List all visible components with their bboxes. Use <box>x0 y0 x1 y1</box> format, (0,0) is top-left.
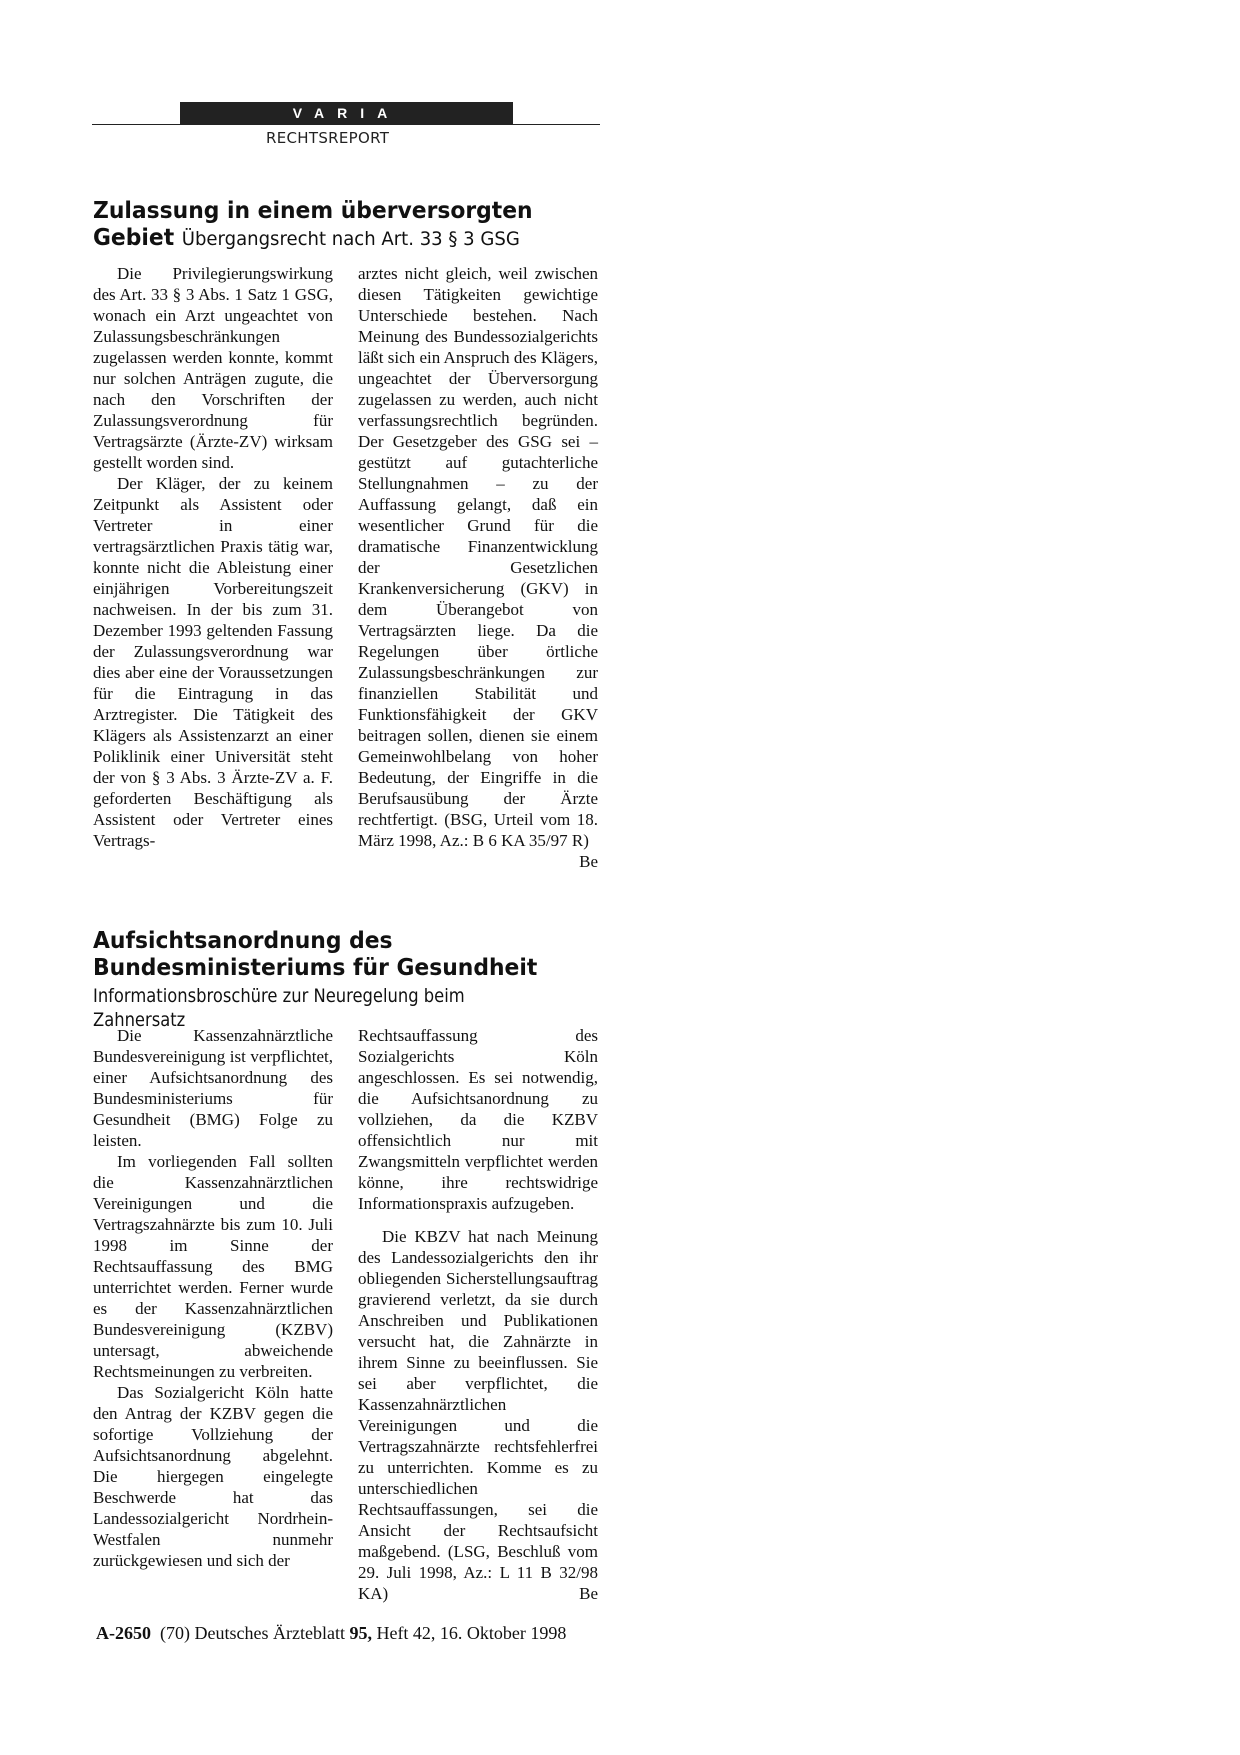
article1-title <box>93 198 578 253</box>
article1-column-left <box>93 263 333 851</box>
footer-issue-date: Heft 42, 16. Oktober 1998 <box>376 1623 567 1643</box>
article2-paragraph: Rechtsauffassung des Sozialgerichts Köln angeschlossen. Es sei notwendig, die Aufsichtsanordnung zu vollziehen, da die KZBV offensichtlich nur mit Zwangsmitteln verpflichtet werden könne, ihre rechtswidrige Informationspraxis aufzugeben. <box>358 1026 598 1213</box>
article1-subtitle: Übergangsrecht nach Art. 33 § 3 GSG <box>181 228 520 250</box>
article2-subtitle: Informationsbroschüre zur Neuregelung beim Zahnersatz <box>93 985 465 1031</box>
footer-page-code: A-2650 <box>96 1623 151 1643</box>
article1-title-line2: Gebiet <box>93 225 175 251</box>
page-footer <box>96 1623 566 1644</box>
footer-volume: 95, <box>349 1623 372 1643</box>
article2-paragraph <box>358 1226 598 1604</box>
article2-paragraph: Das Sozialgericht Köln hatte den Antrag der KZBV gegen die sofortige Vollziehung der Aufsichtsanordnung abgelehnt. Die hiergegen eingelegte Beschwerde hat das Landessozialgericht Nordrhein-Westfalen nunmehr zurückgewiesen und sich der <box>93 1383 333 1570</box>
article2-column-right <box>358 1025 598 1604</box>
article2-paragraph-text: Die KBZV hat nach Meinung des Landessozialgerichts den ihr obliegenden Sicherstellungsauftrag gravierend verletzt, da sie durch Anschreiben und Publikationen versucht hat, die Zahnärzte in ihrem Sinne zu beeinflussen. Sie sei aber verpflichtet, die Kassenzahnärztlichen Vereinigungen und die Vertragszahnärzte rechtsfehlerfrei zu unterrichten. Komme es zu unterschiedlichen Rechtsauffassungen, sei die Ansicht der Rechtsaufsicht maßgebend. (LSG, Beschluß vom 29. Juli 1998, Az.: L 11 B 32/98 KA) <box>358 1227 598 1603</box>
article2-title-line2: Bundesministeriums für Gesundheit <box>93 955 538 981</box>
article1-paragraph-text: arztes nicht gleich, weil zwischen diesen Tätigkeiten gewichtige Unterschiede bestehen. Nach Meinung des Bundessozialgerichts läßt sich ein Anspruch des Klägers, ungeachtet der Überversorgung zugelassen zu werden, auch nicht verfassungsrechtlich begründen. Der Gesetzgeber des GSG sei – gestützt auf gutachterliche Stellungnahmen – zu der Auffassung gelangt, daß ein wesentlicher Grund für die dramatische Finanzentwicklung der Gesetzlichen Krankenversicherung (GKV) in dem Überangebot von Vertragsärzten liege. Da die Regelungen über örtliche Zulassungsbeschränkungen zur finanziellen Stabilität und Funktionsfähigkeit der GKV beitragen sollen, dienen sie einem Gemeinwohlbelang von hoher Bedeutung, der Eingriffe in die Berufsausübung der Ärzte rechtfertigt. (BSG, Urteil vom 18. März 1998, Az.: B 6 KA 35/97 R) <box>358 264 598 850</box>
subsection-label: RECHTSREPORT <box>266 129 390 147</box>
article2-title-line1: Aufsichtsanordnung des <box>93 928 393 954</box>
article1-author: Be <box>579 852 598 871</box>
article2-paragraph: Im vorliegenden Fall sollten die Kassenzahnärztlichen Vereinigungen und die Vertragszahnärzte bis zum 10. Juli 1998 im Sinne der Rechtsauffassung des BMG unterrichtet werden. Ferner wurde es der Kassenzahnärztlichen Bundesvereinigung (KZBV) untersagt, abweichende Rechtsmeinungen zu verbreiten. <box>93 1152 333 1381</box>
article2-column-left <box>93 1025 333 1571</box>
article2-title <box>93 928 578 982</box>
section-label-varia: VARIA <box>180 102 513 124</box>
header-rule <box>92 124 600 125</box>
article1-paragraph: Der Kläger, der zu keinem Zeitpunkt als Assistent oder Vertreter in einer vertragsärztlichen Praxis tätig war, konnte nicht die Ableistung einer einjährigen Vorbereitungszeit nachweisen. In der bis zum 31. Dezember 1993 geltenden Fassung der Zulassungsverordnung war dies aber eine der Voraussetzungen für die Eintragung in das Arztregister. Die Tätigkeit des Klägers als Assistenzarzt an einer Poliklinik einer Universität steht der von § 3 Abs. 3 Ärzte-ZV a. F. geforderten Beschäftigung als Assistent oder Vertreter eines Vertrags- <box>93 474 333 850</box>
footer-journal: Deutsches Ärzteblatt <box>194 1623 345 1643</box>
footer-page-number: (70) <box>160 1623 190 1643</box>
article2-author: Be <box>579 1584 598 1603</box>
article1-paragraph <box>358 263 598 871</box>
article2-paragraph: Die Kassenzahnärztliche Bundesvereinigung ist verpflichtet, einer Aufsichtsanordnung des Bundesministeriums für Gesundheit (BMG) Folge zu leisten. <box>93 1026 333 1150</box>
article1-title-line1: Zulassung in einem überversorgten <box>93 198 533 224</box>
article1-column-right <box>358 263 598 872</box>
article1-paragraph: Die Privilegierungswirkung des Art. 33 § 3 Abs. 1 Satz 1 GSG, wonach ein Arzt ungeachtet von Zulassungsbeschränkungen zugelassen werden konnte, kommt nur solchen Anträgen zugute, die nach den Vorschriften der Zulassungsverordnung für Vertragsärzte (Ärzte-ZV) wirksam gestellt worden sind. <box>93 264 333 472</box>
